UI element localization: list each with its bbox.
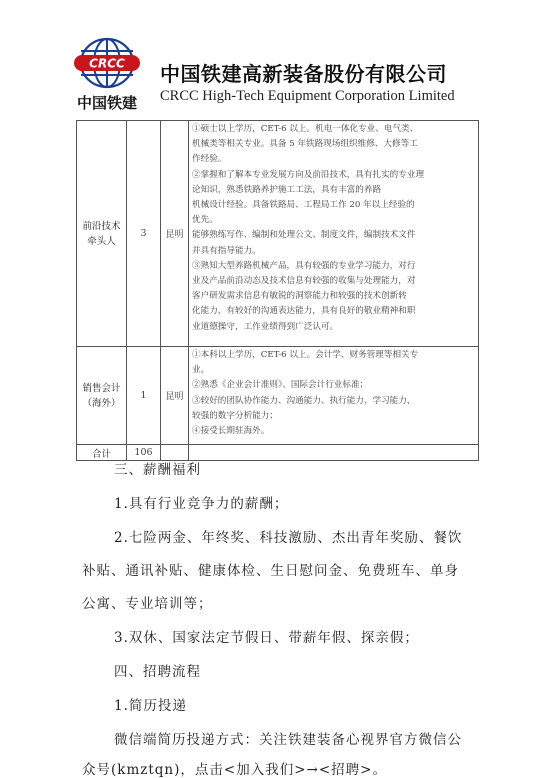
requirement-line: 作经验。 bbox=[192, 154, 227, 165]
requirement-line: 机械设计经验。具备铁路局、工程局工作 20 年以上经验的 bbox=[192, 200, 415, 211]
requirement-line: 较强的数字分析能力； bbox=[192, 410, 278, 421]
requirement-line: 业。 bbox=[192, 365, 210, 376]
requirement-line: 机械类等相关专业。具备 5 年铁路现场组织维修、大修等工 bbox=[192, 139, 418, 150]
location-cell: 昆明 bbox=[161, 121, 189, 347]
wechat-instructions bbox=[114, 728, 514, 748]
total-label: 合计 bbox=[77, 445, 127, 461]
position-cell bbox=[77, 347, 127, 445]
benefit-item: 1.具有行业竞争力的薪酬； bbox=[114, 496, 289, 512]
table-row bbox=[77, 347, 479, 445]
headcount-cell: 3 bbox=[127, 121, 161, 347]
brand-name: 中国铁建 bbox=[76, 94, 137, 112]
wechat-instructions-continued: 众号(kmztqn)，点击<加入我们>→<招聘>。 bbox=[82, 762, 387, 778]
requirement-line: 优先。 bbox=[192, 215, 218, 226]
position-line: 前沿技术 bbox=[82, 220, 121, 232]
requirement-line: 化能力，有较好的沟通表达能力，具有良好的敬业精神和职 bbox=[192, 306, 416, 317]
benefit-item: 3.双休、国家法定节假日、带薪年假、探亲假； bbox=[114, 630, 419, 646]
requirements-cell bbox=[189, 121, 479, 347]
globe-logo-icon bbox=[66, 36, 148, 92]
total-value: 106 bbox=[127, 445, 161, 461]
requirement-line: ①本科以上学历，CET-6 以上。会计学、财务管理等相关专 bbox=[192, 350, 419, 360]
requirement-line: 客户研发需求信息有敏锐的洞察能力和较强的技术创新转 bbox=[192, 291, 407, 302]
requirement-line: 业及产品前沿动态及技术信息有较强的收集与处理能力，对 bbox=[192, 276, 416, 287]
position-line: 销售会计 bbox=[82, 382, 121, 394]
requirement-line: 能够熟练写作、编制和处理公文、制度文件，编制技术文件 bbox=[192, 230, 416, 241]
svg-text:CRCC: CRCC bbox=[89, 56, 125, 71]
requirement-line: ②掌握和了解本专业发展方向及前沿技术，具有扎实的专业理 bbox=[192, 169, 425, 180]
requirement-line: ③熟知大型养路机械产品，具有较强的专业学习能力，对行 bbox=[192, 260, 416, 271]
crcc-logo bbox=[66, 36, 148, 112]
requirements-cell bbox=[189, 347, 479, 445]
table-row bbox=[77, 121, 479, 347]
benefit-item-continued: 公寓、专业培训等； bbox=[82, 596, 213, 612]
wechat-lead: 微信端简历投递方式： bbox=[114, 732, 259, 748]
requirement-line: ④接受长期驻海外。 bbox=[192, 426, 270, 437]
requirement-line: 业道德操守，工作业绩得到广泛认可。 bbox=[192, 321, 339, 332]
requirement-line: ③较好的团队协作能力、沟通能力、执行能力、学习能力， bbox=[192, 395, 416, 406]
requirement-line: 并具有指导能力。 bbox=[192, 245, 261, 256]
position-cell bbox=[77, 121, 127, 347]
wechat-text: 关注铁建装备心视界官方微信公 bbox=[259, 732, 462, 748]
benefit-item: 2.七险两金、年终奖、科技激励、杰出青年奖励、餐饮 bbox=[114, 530, 463, 546]
benefit-item-continued: 补贴、通讯补贴、健康体检、生日慰问金、免费班车、单身 bbox=[82, 563, 459, 579]
process-heading: 四、招聘流程 bbox=[114, 664, 201, 680]
process-step: 1.简历投递 bbox=[114, 698, 187, 714]
location-cell: 昆明 bbox=[161, 347, 189, 445]
headcount-cell: 1 bbox=[127, 347, 161, 445]
letterhead bbox=[0, 0, 550, 120]
positions-table bbox=[76, 120, 479, 461]
requirement-line: ②熟悉《企业会计准则》、国际会计行业标准； bbox=[192, 380, 369, 391]
benefits-heading: 三、薪酬福利 bbox=[114, 462, 201, 478]
company-name-en: CRCC High-Tech Equipment Corporation Limited bbox=[160, 88, 455, 104]
position-line: 牵头人 bbox=[87, 235, 116, 247]
company-name-cn: 中国铁建高新装备股份有限公司 bbox=[160, 62, 447, 86]
position-line: （海外） bbox=[82, 397, 121, 409]
requirement-line: ①硕士以上学历，CET-6 以上。机电一体化专业、电气类、 bbox=[192, 124, 419, 134]
requirement-line: 论知识，熟悉铁路养护施工工法，具有丰富的养路 bbox=[192, 184, 382, 195]
